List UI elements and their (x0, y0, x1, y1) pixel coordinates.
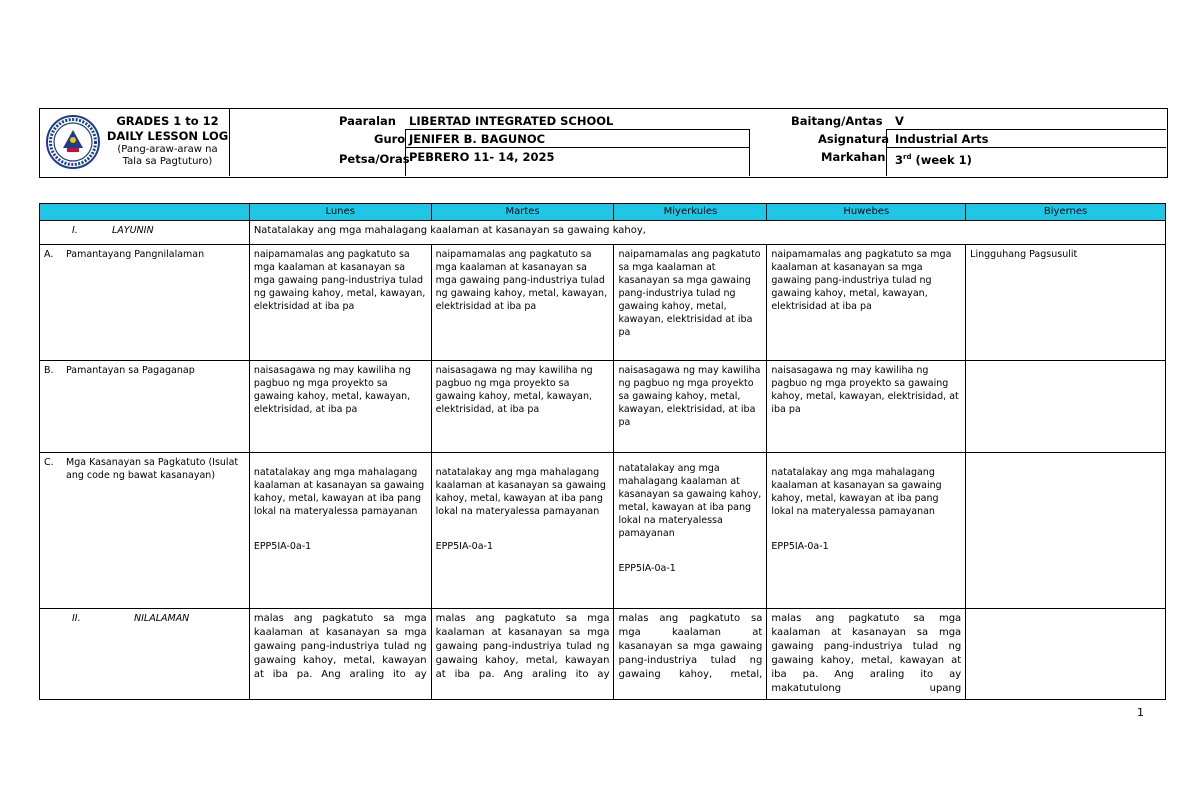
page-number: 1 (1137, 706, 1144, 719)
header-rule (886, 129, 1166, 130)
header-rule (405, 129, 749, 130)
header-rule (405, 147, 749, 148)
quarter-label: Markahan (821, 150, 886, 164)
nilalaman-cell-lunes: malas ang pagkatuto sa mga kaalaman at kasanayan sa mga gawaing pang-industriya tulad ng gawaing kahoy, metal, kawayan at iba pa. Ang araling ito ay (249, 609, 431, 700)
day-lunes: Lunes (249, 204, 431, 221)
teacher-value: JENIFER B. BAGUNOC (409, 132, 546, 146)
row-a-cell-miyerkules: naipamamalas ang pagkatuto sa mga kaalaman at kasanayan sa mga gawaing pang-industriya tulad ng gawaing kahoy, metal, kawayan, elektrisidad at iba pa (614, 245, 767, 361)
subject-label: Asignatura (818, 132, 889, 146)
row-a-cell-lunes: naipamamalas ang pagkatuto sa mga kaalaman at kasanayan sa mga gawaing pang-industriya tulad ng gawaing kahoy, metal, kawayan, elektrisidad at iba pa (249, 245, 431, 361)
teacher-label: Guro (374, 132, 406, 146)
school-value: LIBERTAD INTEGRATED SCHOOL (409, 114, 614, 128)
day-biyernes: Biyernes (966, 204, 1166, 221)
grades-title-block (105, 114, 230, 168)
nilalaman-cell-huwebes: malas ang pagkatuto sa mga kaalaman at kasanayan sa mga gawaing pang-industriya tulad ng gawaing kahoy, metal, kawayan at iba pa. Ang araling ito ay makatutulong upang (767, 609, 966, 700)
grade-label: Baitang/Antas (791, 114, 883, 128)
layunin-label: LAYUNIN (112, 225, 154, 236)
nilalaman-label: NILALAMAN (134, 613, 190, 624)
row-c-cell-lunes: natatalakay ang mga mahalagang kaalaman at kasanayan sa gawaing kahoy, metal, kawayan at iba pang lokal na materyalessa pamayanan EPP5IA-0a-1 (249, 453, 431, 609)
quarter-value: 3rd (week 1) (895, 152, 972, 167)
dll-subtitle-2: Tala sa Pagtuturo) (122, 156, 213, 167)
row-c-cell-miyerkules: natatalakay ang mga mahalagang kaalaman at kasanayan sa gawaing kahoy, metal, kawayan at iba pang lokal na materyalessa pamayanan EPP5IA-0a-1 (614, 453, 767, 609)
row-b-cell-huwebes: naisasagawa ng may kawiliha ng pagbuo ng mga proyekto sa gawaing kahoy, metal, kawayan, elektrisidad, at iba pa (767, 361, 966, 453)
row-c-label-cell: C. Mga Kasanayan sa Pagkatuto (Isulat ang code ng bawat kasanayan) (40, 453, 250, 609)
row-b-label-cell: B. Pamantayan sa Pagaganap (40, 361, 250, 453)
row-c-cell-martes: natatalakay ang mga mahalagang kaalaman at kasanayan sa gawaing kahoy, metal, kawayan at iba pang lokal na materyalessa pamayanan EPP5IA-0a-1 (431, 453, 614, 609)
competency-code: EPP5IA-0a-1 (435, 541, 494, 552)
row-a-cell-martes: naipamamalas ang pagkatuto sa mga kaalaman at kasanayan sa mga gawaing pang-industriya tulad ng gawaing kahoy, metal, kawayan, elektrisidad at iba pa (431, 245, 614, 361)
row-c-label: Mga Kasanayan sa Pagkatuto (Isulat ang code ng bawat kasanayan) (66, 457, 239, 481)
date-value: PEBRERO 11- 14, 2025 (409, 150, 555, 164)
days-header-row (40, 204, 1166, 221)
days-header-blank (40, 204, 250, 221)
grades-label: GRADES 1 to 12 (116, 114, 219, 128)
row-b-cell-lunes: naisasagawa ng may kawiliha ng pagbuo ng mga proyekto sa gawaing kahoy, metal, kawayan, elektrisidad, at iba pa (249, 361, 431, 453)
deped-seal-icon (45, 114, 101, 170)
lesson-log-table (39, 203, 1166, 700)
date-label: Petsa/Oras (339, 152, 410, 166)
dll-subtitle-1: (Pang-araw-araw na (117, 144, 218, 155)
dll-title: DAILY LESSON LOG (106, 129, 229, 143)
day-martes: Martes (431, 204, 614, 221)
header-divider (749, 129, 750, 176)
row-a-cell-biyernes: Lingguhang Pagsusulit (966, 245, 1166, 361)
row-a-cell-huwebes: naipamamalas ang pagkatuto sa mga kaalaman at kasanayan sa mga gawaing pang-industriya tulad ng gawaing kahoy, metal, kawayan, elektrisidad at iba pa (767, 245, 966, 361)
grade-value: V (895, 114, 904, 128)
row-b-cell-martes: naisasagawa ng may kawiliha ng pagbuo ng mga proyekto sa gawaing kahoy, metal, kawayan, elektrisidad, at iba pa (431, 361, 614, 453)
row-mga-kasanayan (40, 453, 1166, 609)
school-label: Paaralan (339, 114, 396, 128)
nilalaman-cell-miyerkules: malas ang pagkatuto sa mga kaalaman at kasanayan sa mga gawaing pang-industriya tulad ng gawaing kahoy, metal, (614, 609, 767, 700)
competency-code: EPP5IA-0a-1 (253, 541, 312, 552)
row-a-label: Pamantayang Pangnilalaman (66, 249, 205, 260)
row-b-label: Pamantayan sa Pagaganap (66, 365, 195, 376)
row-b-cell-miyerkules: naisasagawa ng may kawiliha ng pagbuo ng mga proyekto sa gawaing kahoy, metal, kawayan, elektrisidad, at iba pa (614, 361, 767, 453)
nilalaman-cell-biyernes (966, 609, 1166, 700)
row-a-label-cell: A. Pamantayang Pangnilalaman (40, 245, 250, 361)
nilalaman-row (40, 609, 1166, 700)
nilalaman-cell-martes: malas ang pagkatuto sa mga kaalaman at kasanayan sa mga gawaing pang-industriya tulad ng gawaing kahoy, metal, kawayan at iba pa. Ang araling ito ay (431, 609, 614, 700)
nilalaman-label-cell: II. NILALAMAN (40, 609, 250, 700)
header-divider (229, 108, 230, 176)
layunin-row (40, 221, 1166, 245)
subject-value: Industrial Arts (895, 132, 989, 146)
row-b-cell-biyernes (966, 361, 1166, 453)
day-huwebes: Huwebes (767, 204, 966, 221)
header-rule (886, 147, 1166, 148)
day-miyerkules: Miyerkules (614, 204, 767, 221)
row-pamantayan-sa-pagaganap (40, 361, 1166, 453)
competency-code: EPP5IA-0a-1 (771, 541, 829, 552)
row-c-cell-biyernes (966, 453, 1166, 609)
row-pamantayang-pangnilalaman (40, 245, 1166, 361)
layunin-content: Natatalakay ang mga mahalagang kaalaman at kasanayan sa gawaing kahoy, (249, 221, 1165, 245)
competency-code: EPP5IA-0a-1 (618, 563, 676, 574)
row-c-cell-huwebes: natatalakay ang mga mahalagang kaalaman at kasanayan sa gawaing kahoy, metal, kawayan at iba pang lokal na materyalessa pamayanan EPP5IA-0a-1 (767, 453, 966, 609)
layunin-label-cell: I. LAYUNIN (40, 221, 250, 245)
